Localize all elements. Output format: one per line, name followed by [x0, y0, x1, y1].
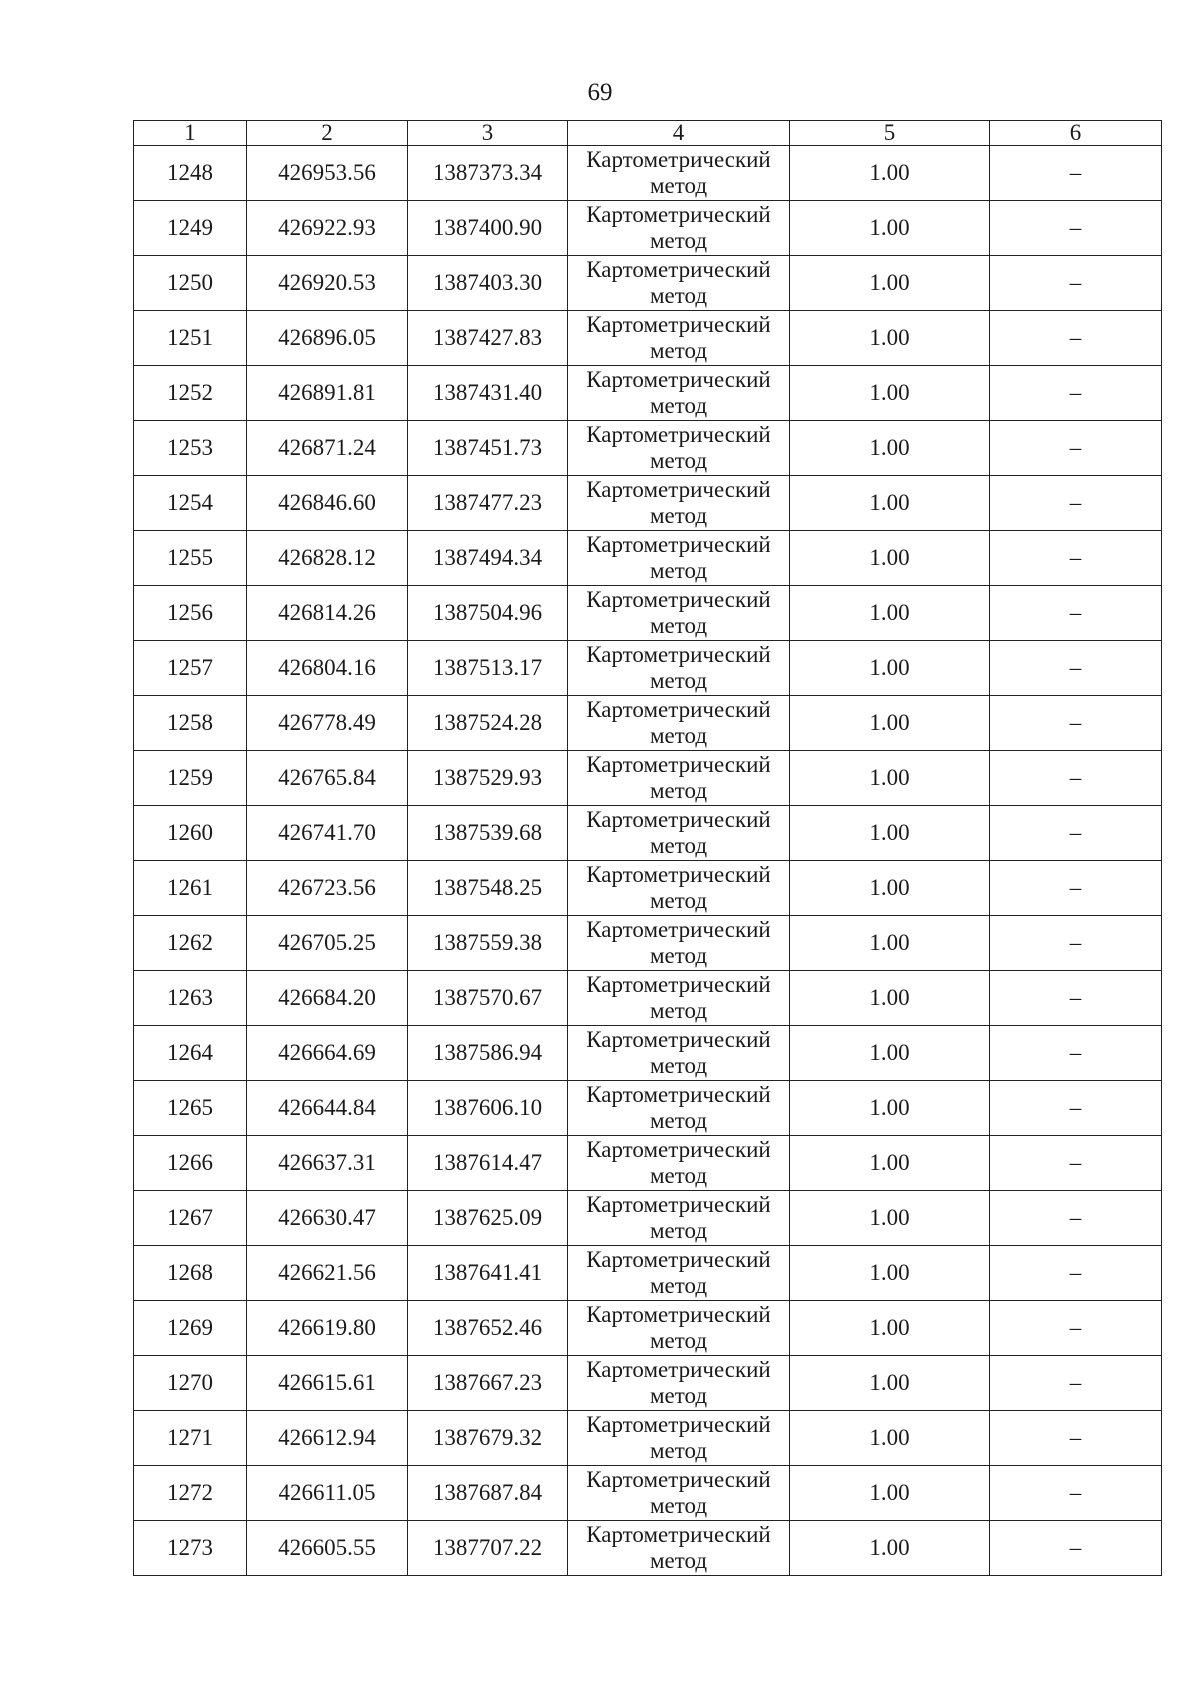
method-line-2: метод: [649, 173, 708, 198]
point-number-cell: 1262: [134, 916, 247, 971]
table-header: [134, 121, 1162, 146]
accuracy-cell: 1.00: [790, 201, 990, 256]
note-cell: –: [990, 586, 1162, 641]
method-cell: [568, 311, 790, 366]
y-coordinate-cell: 1387529.93: [408, 751, 568, 806]
y-coordinate-cell: 1387559.38: [408, 916, 568, 971]
method-line-2: метод: [649, 1438, 708, 1463]
method-line-1: Картометрический: [586, 532, 771, 557]
accuracy-cell: 1.00: [790, 696, 990, 751]
method-line-2: метод: [649, 1218, 708, 1243]
note-cell: –: [990, 861, 1162, 916]
note-cell: –: [990, 916, 1162, 971]
method-cell: [568, 861, 790, 916]
method-line-1: Картометрический: [586, 477, 771, 502]
table-row: [134, 1191, 1162, 1246]
accuracy-cell: 1.00: [790, 421, 990, 476]
y-coordinate-cell: 1387494.34: [408, 531, 568, 586]
accuracy-cell: 1.00: [790, 1026, 990, 1081]
note-cell: –: [990, 751, 1162, 806]
y-coordinate-cell: 1387504.96: [408, 586, 568, 641]
method-line-1: Картометрический: [586, 312, 771, 337]
column-header-2: 2: [247, 121, 408, 146]
method-line-1: Картометрический: [586, 367, 771, 392]
accuracy-cell: 1.00: [790, 641, 990, 696]
column-header-5: 5: [790, 121, 990, 146]
method-cell: [568, 751, 790, 806]
method-line-1: Картометрический: [586, 147, 771, 172]
accuracy-cell: 1.00: [790, 1191, 990, 1246]
y-coordinate-cell: 1387539.68: [408, 806, 568, 861]
method-line-2: метод: [649, 833, 708, 858]
point-number-cell: 1261: [134, 861, 247, 916]
x-coordinate-cell: 426637.31: [247, 1136, 408, 1191]
method-line-1: Картометрический: [586, 202, 771, 227]
accuracy-cell: 1.00: [790, 806, 990, 861]
accuracy-cell: 1.00: [790, 1136, 990, 1191]
point-number-cell: 1255: [134, 531, 247, 586]
x-coordinate-cell: 426765.84: [247, 751, 408, 806]
column-header-4: 4: [568, 121, 790, 146]
table-row: [134, 311, 1162, 366]
method-line-1: Картометрический: [586, 972, 771, 997]
table-row: [134, 476, 1162, 531]
note-cell: –: [990, 1466, 1162, 1521]
method-line-1: Картометрический: [586, 1412, 771, 1437]
accuracy-cell: 1.00: [790, 1356, 990, 1411]
note-cell: –: [990, 201, 1162, 256]
note-cell: –: [990, 641, 1162, 696]
y-coordinate-cell: 1387586.94: [408, 1026, 568, 1081]
method-line-2: метод: [649, 723, 708, 748]
method-line-2: метод: [649, 668, 708, 693]
y-coordinate-cell: 1387707.22: [408, 1521, 568, 1576]
accuracy-cell: 1.00: [790, 586, 990, 641]
accuracy-cell: 1.00: [790, 256, 990, 311]
table-row: [134, 916, 1162, 971]
method-line-1: Картометрический: [586, 917, 771, 942]
method-line-1: Картометрический: [586, 807, 771, 832]
table-row: [134, 1521, 1162, 1576]
note-cell: –: [990, 1301, 1162, 1356]
x-coordinate-cell: 426644.84: [247, 1081, 408, 1136]
x-coordinate-cell: 426611.05: [247, 1466, 408, 1521]
method-line-2: метод: [649, 1163, 708, 1188]
x-coordinate-cell: 426922.93: [247, 201, 408, 256]
page-number: 69: [587, 79, 613, 106]
y-coordinate-cell: 1387451.73: [408, 421, 568, 476]
x-coordinate-cell: 426684.20: [247, 971, 408, 1026]
accuracy-cell: 1.00: [790, 311, 990, 366]
point-number-cell: 1270: [134, 1356, 247, 1411]
y-coordinate-cell: 1387679.32: [408, 1411, 568, 1466]
note-cell: –: [990, 366, 1162, 421]
table-row: [134, 861, 1162, 916]
point-number-cell: 1254: [134, 476, 247, 531]
method-line-2: метод: [649, 503, 708, 528]
note-cell: –: [990, 421, 1162, 476]
accuracy-cell: 1.00: [790, 916, 990, 971]
method-line-2: метод: [649, 613, 708, 638]
note-cell: –: [990, 1521, 1162, 1576]
note-cell: –: [990, 1081, 1162, 1136]
table-row: [134, 1136, 1162, 1191]
x-coordinate-cell: 426814.26: [247, 586, 408, 641]
method-line-1: Картометрический: [586, 1137, 771, 1162]
method-line-1: Картометрический: [586, 1192, 771, 1217]
y-coordinate-cell: 1387477.23: [408, 476, 568, 531]
point-number-cell: 1263: [134, 971, 247, 1026]
y-coordinate-cell: 1387606.10: [408, 1081, 568, 1136]
y-coordinate-cell: 1387570.67: [408, 971, 568, 1026]
table-row: [134, 366, 1162, 421]
note-cell: –: [990, 256, 1162, 311]
point-number-cell: 1253: [134, 421, 247, 476]
y-coordinate-cell: 1387403.30: [408, 256, 568, 311]
method-line-2: метод: [649, 1493, 708, 1518]
method-line-1: Картометрический: [586, 642, 771, 667]
method-line-1: Картометрический: [586, 422, 771, 447]
accuracy-cell: 1.00: [790, 146, 990, 201]
y-coordinate-cell: 1387427.83: [408, 311, 568, 366]
method-cell: [568, 1136, 790, 1191]
table-row: [134, 146, 1162, 201]
point-number-cell: 1259: [134, 751, 247, 806]
table-row: [134, 1246, 1162, 1301]
x-coordinate-cell: 426920.53: [247, 256, 408, 311]
point-number-cell: 1265: [134, 1081, 247, 1136]
point-number-cell: 1251: [134, 311, 247, 366]
table-row: [134, 1411, 1162, 1466]
method-line-1: Картометрический: [586, 1467, 771, 1492]
method-line-2: метод: [649, 448, 708, 473]
method-cell: [568, 641, 790, 696]
x-coordinate-cell: 426741.70: [247, 806, 408, 861]
note-cell: –: [990, 1136, 1162, 1191]
note-cell: –: [990, 696, 1162, 751]
table-row: [134, 1356, 1162, 1411]
note-cell: –: [990, 311, 1162, 366]
x-coordinate-cell: 426891.81: [247, 366, 408, 421]
method-line-2: метод: [649, 228, 708, 253]
x-coordinate-cell: 426953.56: [247, 146, 408, 201]
accuracy-cell: 1.00: [790, 531, 990, 586]
accuracy-cell: 1.00: [790, 1521, 990, 1576]
note-cell: –: [990, 1411, 1162, 1466]
x-coordinate-cell: 426804.16: [247, 641, 408, 696]
accuracy-cell: 1.00: [790, 1081, 990, 1136]
point-number-cell: 1266: [134, 1136, 247, 1191]
table-row: [134, 696, 1162, 751]
method-line-1: Картометрический: [586, 752, 771, 777]
method-cell: [568, 1356, 790, 1411]
method-line-1: Картометрический: [586, 862, 771, 887]
y-coordinate-cell: 1387614.47: [408, 1136, 568, 1191]
method-line-2: метод: [649, 558, 708, 583]
point-number-cell: 1269: [134, 1301, 247, 1356]
table-row: [134, 256, 1162, 311]
x-coordinate-cell: 426723.56: [247, 861, 408, 916]
table-row: [134, 531, 1162, 586]
point-number-cell: 1250: [134, 256, 247, 311]
table-row: [134, 201, 1162, 256]
note-cell: –: [990, 146, 1162, 201]
method-cell: [568, 1411, 790, 1466]
x-coordinate-cell: 426664.69: [247, 1026, 408, 1081]
method-line-2: метод: [649, 1548, 708, 1573]
table-row: [134, 1301, 1162, 1356]
method-cell: [568, 476, 790, 531]
y-coordinate-cell: 1387548.25: [408, 861, 568, 916]
method-line-1: Картометрический: [586, 1027, 771, 1052]
method-line-1: Картометрический: [586, 1302, 771, 1327]
point-number-cell: 1268: [134, 1246, 247, 1301]
method-cell: [568, 1081, 790, 1136]
method-line-1: Картометрический: [586, 1247, 771, 1272]
method-line-2: метод: [649, 393, 708, 418]
y-coordinate-cell: 1387400.90: [408, 201, 568, 256]
method-line-2: метод: [649, 1328, 708, 1353]
x-coordinate-cell: 426630.47: [247, 1191, 408, 1246]
method-line-2: метод: [649, 283, 708, 308]
method-cell: [568, 1301, 790, 1356]
point-number-cell: 1248: [134, 146, 247, 201]
method-line-2: метод: [649, 943, 708, 968]
table-row: [134, 1081, 1162, 1136]
table-row: [134, 1026, 1162, 1081]
y-coordinate-cell: 1387687.84: [408, 1466, 568, 1521]
note-cell: –: [990, 1026, 1162, 1081]
method-cell: [568, 1191, 790, 1246]
method-cell: [568, 1026, 790, 1081]
table-row: [134, 751, 1162, 806]
column-header-3: 3: [408, 121, 568, 146]
x-coordinate-cell: 426846.60: [247, 476, 408, 531]
accuracy-cell: 1.00: [790, 971, 990, 1026]
y-coordinate-cell: 1387513.17: [408, 641, 568, 696]
note-cell: –: [990, 806, 1162, 861]
x-coordinate-cell: 426615.61: [247, 1356, 408, 1411]
method-cell: [568, 696, 790, 751]
method-line-2: метод: [649, 1053, 708, 1078]
method-cell: [568, 421, 790, 476]
point-number-cell: 1258: [134, 696, 247, 751]
method-cell: [568, 531, 790, 586]
accuracy-cell: 1.00: [790, 1246, 990, 1301]
method-cell: [568, 256, 790, 311]
method-cell: [568, 586, 790, 641]
note-cell: –: [990, 476, 1162, 531]
note-cell: –: [990, 1356, 1162, 1411]
method-line-1: Картометрический: [586, 1082, 771, 1107]
point-number-cell: 1257: [134, 641, 247, 696]
x-coordinate-cell: 426612.94: [247, 1411, 408, 1466]
y-coordinate-cell: 1387373.34: [408, 146, 568, 201]
accuracy-cell: 1.00: [790, 476, 990, 531]
accuracy-cell: 1.00: [790, 861, 990, 916]
method-cell: [568, 201, 790, 256]
note-cell: –: [990, 1191, 1162, 1246]
x-coordinate-cell: 426778.49: [247, 696, 408, 751]
accuracy-cell: 1.00: [790, 1466, 990, 1521]
y-coordinate-cell: 1387641.41: [408, 1246, 568, 1301]
table-row: [134, 586, 1162, 641]
column-header-6: 6: [990, 121, 1162, 146]
method-cell: [568, 1246, 790, 1301]
method-line-2: метод: [649, 888, 708, 913]
table-row: [134, 421, 1162, 476]
point-number-cell: 1273: [134, 1521, 247, 1576]
x-coordinate-cell: 426619.80: [247, 1301, 408, 1356]
method-line-1: Картометрический: [586, 1357, 771, 1382]
table-row: [134, 971, 1162, 1026]
note-cell: –: [990, 1246, 1162, 1301]
x-coordinate-cell: 426828.12: [247, 531, 408, 586]
table-row: [134, 1466, 1162, 1521]
point-number-cell: 1264: [134, 1026, 247, 1081]
method-line-2: метод: [649, 1383, 708, 1408]
note-cell: –: [990, 531, 1162, 586]
table-row: [134, 641, 1162, 696]
method-line-2: метод: [649, 1108, 708, 1133]
method-line-1: Картометрический: [586, 697, 771, 722]
x-coordinate-cell: 426705.25: [247, 916, 408, 971]
method-cell: [568, 366, 790, 421]
note-cell: –: [990, 971, 1162, 1026]
coordinates-table: [133, 120, 1162, 1576]
method-line-1: Картометрический: [586, 1522, 771, 1547]
y-coordinate-cell: 1387625.09: [408, 1191, 568, 1246]
method-line-1: Картометрический: [586, 257, 771, 282]
y-coordinate-cell: 1387524.28: [408, 696, 568, 751]
point-number-cell: 1252: [134, 366, 247, 421]
point-number-cell: 1267: [134, 1191, 247, 1246]
header-row: [134, 121, 1162, 146]
method-cell: [568, 1466, 790, 1521]
y-coordinate-cell: 1387652.46: [408, 1301, 568, 1356]
method-cell: [568, 916, 790, 971]
method-cell: [568, 146, 790, 201]
point-number-cell: 1256: [134, 586, 247, 641]
x-coordinate-cell: 426871.24: [247, 421, 408, 476]
table-row: [134, 806, 1162, 861]
column-header-1: 1: [134, 121, 247, 146]
accuracy-cell: 1.00: [790, 1301, 990, 1356]
accuracy-cell: 1.00: [790, 751, 990, 806]
method-cell: [568, 806, 790, 861]
method-line-2: метод: [649, 998, 708, 1023]
accuracy-cell: 1.00: [790, 1411, 990, 1466]
method-line-2: метод: [649, 338, 708, 363]
point-number-cell: 1260: [134, 806, 247, 861]
method-cell: [568, 1521, 790, 1576]
point-number-cell: 1249: [134, 201, 247, 256]
y-coordinate-cell: 1387667.23: [408, 1356, 568, 1411]
x-coordinate-cell: 426605.55: [247, 1521, 408, 1576]
x-coordinate-cell: 426621.56: [247, 1246, 408, 1301]
method-cell: [568, 971, 790, 1026]
y-coordinate-cell: 1387431.40: [408, 366, 568, 421]
method-line-2: метод: [649, 778, 708, 803]
x-coordinate-cell: 426896.05: [247, 311, 408, 366]
method-line-1: Картометрический: [586, 587, 771, 612]
point-number-cell: 1271: [134, 1411, 247, 1466]
accuracy-cell: 1.00: [790, 366, 990, 421]
table-body: [134, 146, 1162, 1576]
method-line-2: метод: [649, 1273, 708, 1298]
point-number-cell: 1272: [134, 1466, 247, 1521]
